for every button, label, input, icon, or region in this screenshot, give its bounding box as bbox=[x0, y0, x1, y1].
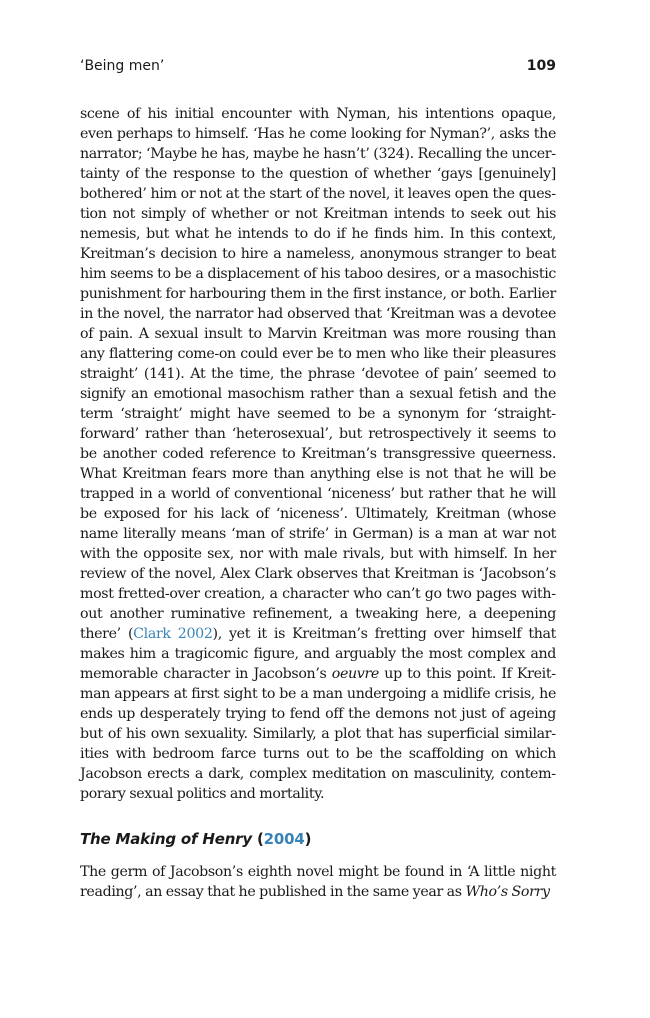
body-paragraph bbox=[80, 104, 556, 804]
italic-book-title: Who’s Sorry bbox=[465, 884, 550, 900]
paragraph-segment: ), yet it is Kreitman’s fretting over himself that makes him a tragicomic figure, and arguably the most complex and memorable character in Jacobson’s bbox=[80, 626, 556, 682]
running-head bbox=[80, 58, 556, 78]
italic-term: oeuvre bbox=[331, 666, 379, 682]
section-heading bbox=[80, 830, 556, 848]
section-close-paren: ) bbox=[304, 830, 312, 848]
paragraph-segment: scene of his initial encounter with Nyman, his intentions opaque, even perhaps to himself. ‘Has he come looking for Nyman?’, asks the narrator; ‘Maybe he has, maybe he hasn’t’ (324). Recalling the uncertainty of the response to the question of whether ‘gays [genuinely] bothered’ him or not at the start of the novel, it leaves open the question not simply of whether or not Kreitman intends to seek out his nemesis, but what he intends to do if he finds him. In this context, Kreitman’s decision to hire a nameless, anonymous stranger to beat him seems to be a displacement of his taboo desires, or a masochistic punishment for harbouring them in the first instance, or both. Earlier in the novel, the narrator had observed that ‘Kreitman was a devotee of pain. A sexual insult to Marvin Kreitman was more rousing than any flattering come-on could ever be to men who like their pleasures straight’ (141). At the time, the phrase ‘devotee of pain’ seemed to signify an emotional masochism rather than a sexual fetish and the term ‘straight’ might have seemed to be a synonym for ‘straightforward’ rather than ‘heterosexual’, but retrospectively it seems to be another coded reference to Kreitman’s transgressive queerness. What Kreitman fears more than anything else is not that he will be trapped in a world of conventional ‘niceness’ but rather that he will be exposed for his lack of ‘niceness’. Ultimately, Kreitman (whose name literally means ‘man of strife’ in German) is a man at war not with the opposite sex, nor with male rivals, but with himself. In her review of the novel, Alex Clark observes that Kreitman is ‘Jacobson’s most fretted-over creation, a character who can’t go two pages without another ruminative refinement, a tweaking here, a deepening there’ ( bbox=[80, 106, 556, 642]
citation-link[interactable]: Clark 2002 bbox=[133, 626, 213, 642]
section-open-paren: ( bbox=[251, 830, 264, 848]
page-number: 109 bbox=[526, 58, 556, 74]
section-book-title: The Making of Henry bbox=[80, 830, 252, 848]
paragraph-segment: up to this point. If Kreitman appears at first sight to be a man undergoing a midlife crisis, he ends up desperately trying to fend off the demons not just of ageing but of his own sexuality. Similarly, a plot that has superficial similarities with bedroom farce turns out to be the scaffolding on which Jacobson erects a dark, complex meditation on masculinity, contemporary sexual politics and mortality. bbox=[80, 666, 556, 802]
body-paragraph-2 bbox=[80, 862, 556, 902]
running-head-title: ‘Being men’ bbox=[80, 58, 165, 74]
paragraph-text bbox=[80, 862, 556, 902]
section-year-link[interactable]: 2004 bbox=[263, 830, 305, 848]
paragraph-segment: The germ of Jacobson’s eighth novel might be found in ‘A little night reading’, an essay that he published in the same year as bbox=[80, 864, 556, 900]
paragraph-text bbox=[80, 104, 556, 804]
